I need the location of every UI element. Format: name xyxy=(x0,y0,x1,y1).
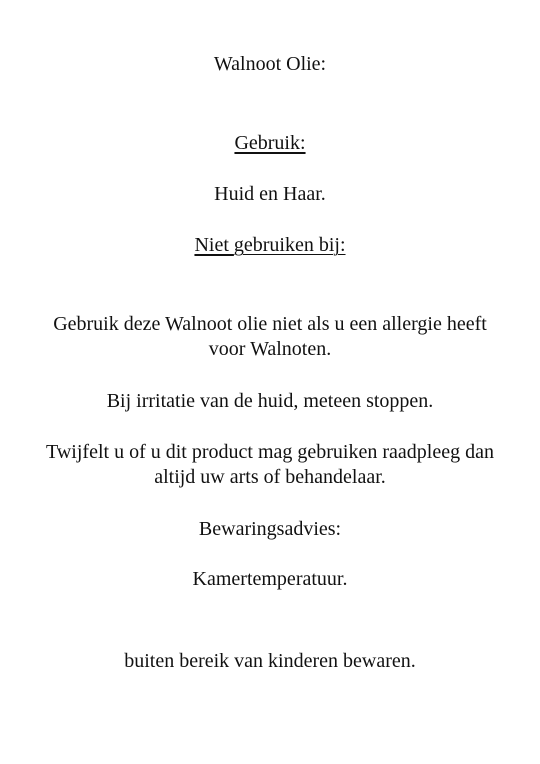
children-warning: buiten bereik van kinderen bewaren. xyxy=(124,650,416,672)
product-title: Walnoot Olie: xyxy=(213,53,327,75)
doubt-line-2: altijd uw arts of behandelaar. xyxy=(154,466,386,488)
warning-heading-part2: gebruiken bij: xyxy=(233,234,346,256)
irritation-warning: Bij irritatie van de huid, meteen stoppen. xyxy=(106,390,434,412)
doubt-advice xyxy=(0,440,540,490)
storage-heading: Bewaringsadvies: xyxy=(198,518,342,540)
usage-heading: Gebruik: xyxy=(234,132,306,154)
allergy-warning xyxy=(0,312,540,362)
usage-text: Huid en Haar. xyxy=(214,183,326,205)
warning-heading-part1: Niet xyxy=(194,234,234,256)
doubt-line-1: Twijfelt u of u dit product mag gebruiken raadpleeg dan xyxy=(46,441,494,463)
warning-heading xyxy=(0,233,540,257)
storage-text: Kamertemperatuur. xyxy=(192,568,348,590)
allergy-line-2: voor Walnoten. xyxy=(208,338,332,360)
allergy-line-1: Gebruik deze Walnoot olie niet als u een allergie heeft xyxy=(53,313,487,335)
